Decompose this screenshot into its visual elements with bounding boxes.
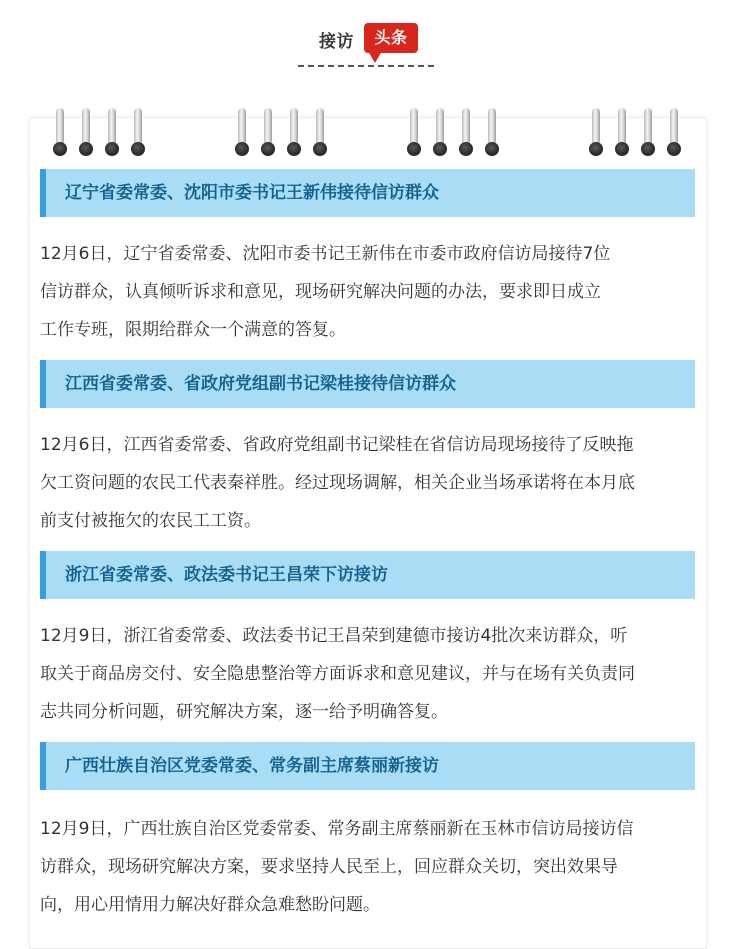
section-paragraph — [40, 810, 700, 924]
section-paragraph — [40, 617, 700, 731]
binder-ring-icon — [261, 108, 275, 156]
section-heading-text: 广西壮族自治区党委常委、常务副主席蔡丽新接访 — [65, 756, 439, 776]
binder-ring-icon — [667, 108, 681, 156]
section-paragraph — [40, 235, 700, 349]
section-heading — [40, 551, 695, 599]
binder-ring-icon — [79, 108, 93, 156]
paragraph-line: 12月6日，辽宁省委常委、沈阳市委书记王新伟在市委市政府信访局接待7位 — [40, 244, 611, 264]
binder-ring-icon — [641, 108, 655, 156]
binder-ring-icon — [235, 108, 249, 156]
paragraph-line: 取关于商品房交付、安全隐患整治等方面诉求和意见建议，并与在场有关负责同 — [40, 664, 635, 684]
paragraph-line: 欠工资问题的农民工代表秦祥胜。经过现场调解，相关企业当场承诺将在本月底 — [40, 473, 635, 493]
binder-ring-icon — [287, 108, 301, 156]
paragraph-line: 工作专班，限期给群众一个满意的答复。 — [40, 320, 346, 340]
binder-ring-icon — [313, 108, 327, 156]
section-heading-text: 浙江省委常委、政法委书记王昌荣下访接访 — [65, 565, 388, 585]
paragraph-line: 向，用心用情用力解决好群众急难愁盼问题。 — [40, 895, 380, 915]
section-heading — [40, 169, 695, 217]
paragraph-line: 12月9日，浙江省委常委、政法委书记王昌荣到建德市接访4批次来访群众，听 — [40, 626, 628, 646]
paragraph-line: 访群众，现场研究解决方案，要求坚持人民至上，回应群众关切，突出效果导 — [40, 857, 618, 877]
binder-ring-icon — [433, 108, 447, 156]
paragraph-line: 12月9日，广西壮族自治区党委常委、常务副主席蔡丽新在玉林市信访局接访信 — [40, 819, 634, 839]
binder-ring-icon — [407, 108, 421, 156]
paragraph-line: 12月6日，江西省委常委、省政府党组副书记梁桂在省信访局现场接待了反映拖 — [40, 435, 634, 455]
header-title: 接访 — [319, 32, 354, 52]
paragraph-line: 志共同分析问题，研究解决方案，逐一给予明确答复。 — [40, 702, 448, 722]
section-heading — [40, 360, 695, 408]
section-heading-text: 辽宁省委常委、沈阳市委书记王新伟接待信访群众 — [65, 183, 439, 203]
paragraph-line: 前支付被拖欠的农民工工资。 — [40, 511, 261, 531]
binder-ring-icon — [53, 108, 67, 156]
binder-rings — [0, 0, 745, 160]
headline-badge: 头条 — [364, 23, 418, 53]
binder-ring-icon — [105, 108, 119, 156]
binder-ring-icon — [615, 108, 629, 156]
section-heading — [40, 742, 695, 790]
section-paragraph — [40, 426, 700, 540]
binder-ring-icon — [459, 108, 473, 156]
section-heading-text: 江西省委常委、省政府党组副书记梁桂接待信访群众 — [65, 374, 456, 394]
binder-ring-icon — [485, 108, 499, 156]
paragraph-line: 信访群众，认真倾听诉求和意见，现场研究解决问题的办法，要求即日成立 — [40, 282, 601, 302]
binder-ring-icon — [589, 108, 603, 156]
binder-ring-icon — [131, 108, 145, 156]
